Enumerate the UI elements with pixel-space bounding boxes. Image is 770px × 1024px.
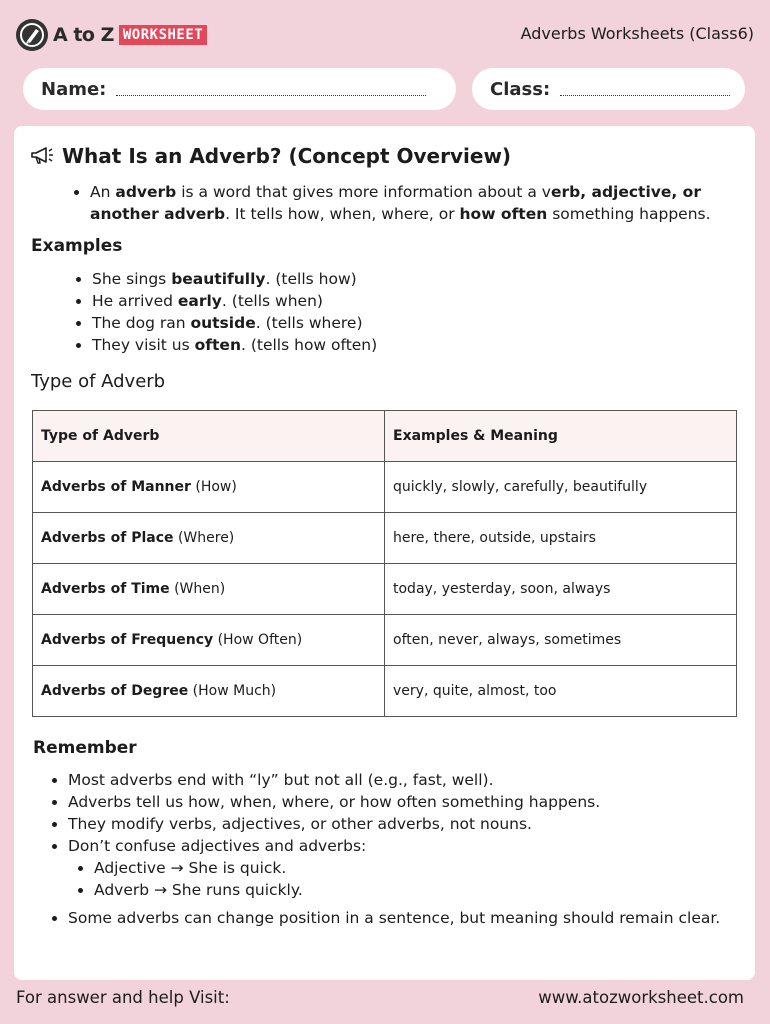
worksheet-title: Adverbs Worksheets (Class6) [520, 24, 754, 43]
logo-tag: WORKSHEET [119, 25, 207, 45]
remember-item: Some adverbs can change position in a sentence, but meaning should remain clear. [50, 907, 740, 929]
example-adverb: outside [190, 314, 256, 332]
examples-list [74, 268, 714, 356]
site-logo[interactable] [16, 19, 207, 51]
adverb-examples-cell: often, never, always, sometimes [385, 615, 737, 666]
class-label: Class: [490, 78, 551, 100]
example-item [74, 290, 714, 312]
remember-item: Don’t confuse adjectives and adverbs: [50, 835, 740, 857]
intro-text: something happens. [547, 205, 711, 223]
example-adverb: beautifully [171, 270, 266, 288]
remember-sub-item: Adjective → She is quick. [50, 857, 740, 879]
name-label: Name: [41, 78, 107, 100]
example-item [74, 268, 714, 290]
example-note: . (tells when) [221, 292, 323, 310]
content-card [14, 126, 755, 980]
remember-item: They modify verbs, adjectives, or other adverbs, not nouns. [50, 813, 740, 835]
example-text: The dog ran [92, 314, 191, 332]
adverb-type-cell [33, 615, 385, 666]
intro-text: is a word that gives more information about a v [176, 183, 551, 201]
megaphone-icon [30, 146, 54, 166]
concept-intro-list [72, 181, 732, 225]
footer-website-link[interactable]: www.atozworksheet.com [538, 988, 744, 1007]
class-blank-line[interactable] [560, 82, 730, 96]
adverb-type-cell [33, 666, 385, 717]
remember-sub-item: Adverb → She runs quickly. [50, 879, 740, 901]
logo-text: A to Z [53, 24, 114, 46]
concept-intro-item [72, 181, 732, 225]
adverb-type-hint: (Where) [173, 530, 235, 546]
table-row [33, 513, 737, 564]
table-row [33, 564, 737, 615]
remember-item: Most adverbs end with “ly” but not all (e.g., fast, well). [50, 769, 740, 791]
column-header: Type of Adverb [33, 411, 385, 462]
adverb-type-name: Adverbs of Degree [41, 683, 189, 699]
adverb-type-name: Adverbs of Place [41, 530, 174, 546]
example-note: . (tells how often) [240, 336, 378, 354]
adverb-type-name: Adverbs of Frequency [41, 632, 214, 648]
table-row [33, 666, 737, 717]
adverb-examples-cell: here, there, outside, upstairs [385, 513, 737, 564]
adverb-examples-cell: quickly, slowly, carefully, beautifully [385, 462, 737, 513]
example-note: . (tells where) [255, 314, 363, 332]
adverb-type-hint: (How) [190, 479, 237, 495]
adverb-type-cell [33, 513, 385, 564]
remember-item: Adverbs tell us how, when, where, or how often something happens. [50, 791, 740, 813]
remember-heading: Remember [33, 738, 137, 758]
adverb-examples-cell: today, yesterday, soon, always [385, 564, 737, 615]
intro-text: An [90, 183, 116, 201]
concept-title: What Is an Adverb? (Concept Overview) [62, 144, 512, 168]
intro-text: . It tells how, when, where, or [225, 205, 460, 223]
name-field[interactable] [23, 68, 456, 110]
adverb-type-cell [33, 564, 385, 615]
example-item [74, 334, 714, 356]
adverb-type-hint: (How Much) [188, 683, 277, 699]
example-adverb: early [177, 292, 222, 310]
name-blank-line[interactable] [116, 82, 426, 96]
intro-emphasis: erb, adjective, or another adverb [90, 183, 701, 223]
class-field[interactable] [472, 68, 745, 110]
table-header-row [33, 411, 737, 462]
remember-list [50, 769, 740, 929]
types-heading: Type of Adverb [31, 371, 166, 392]
intro-emphasis: how often [459, 205, 548, 223]
example-note: . (tells how) [265, 270, 357, 288]
adverb-type-cell [33, 462, 385, 513]
example-adverb: often [194, 336, 241, 354]
concept-heading [30, 144, 511, 168]
adverb-type-name: Adverbs of Time [41, 581, 170, 597]
table-row [33, 462, 737, 513]
footer-help-text: For answer and help Visit: [16, 988, 230, 1007]
page-header [0, 0, 770, 64]
adverb-types-table [32, 410, 737, 717]
examples-heading: Examples [31, 236, 123, 256]
example-item [74, 312, 714, 334]
pen-logo-icon [16, 19, 48, 51]
example-text: He arrived [92, 292, 178, 310]
adverb-type-name: Adverbs of Manner [41, 479, 191, 495]
example-text: She sings [92, 270, 172, 288]
adverb-type-hint: (When) [169, 581, 226, 597]
adverb-type-hint: (How Often) [213, 632, 303, 648]
adverb-examples-cell: very, quite, almost, too [385, 666, 737, 717]
example-text: They visit us [92, 336, 195, 354]
table-row [33, 615, 737, 666]
intro-emphasis: adverb [115, 183, 177, 201]
column-header: Examples & Meaning [385, 411, 737, 462]
